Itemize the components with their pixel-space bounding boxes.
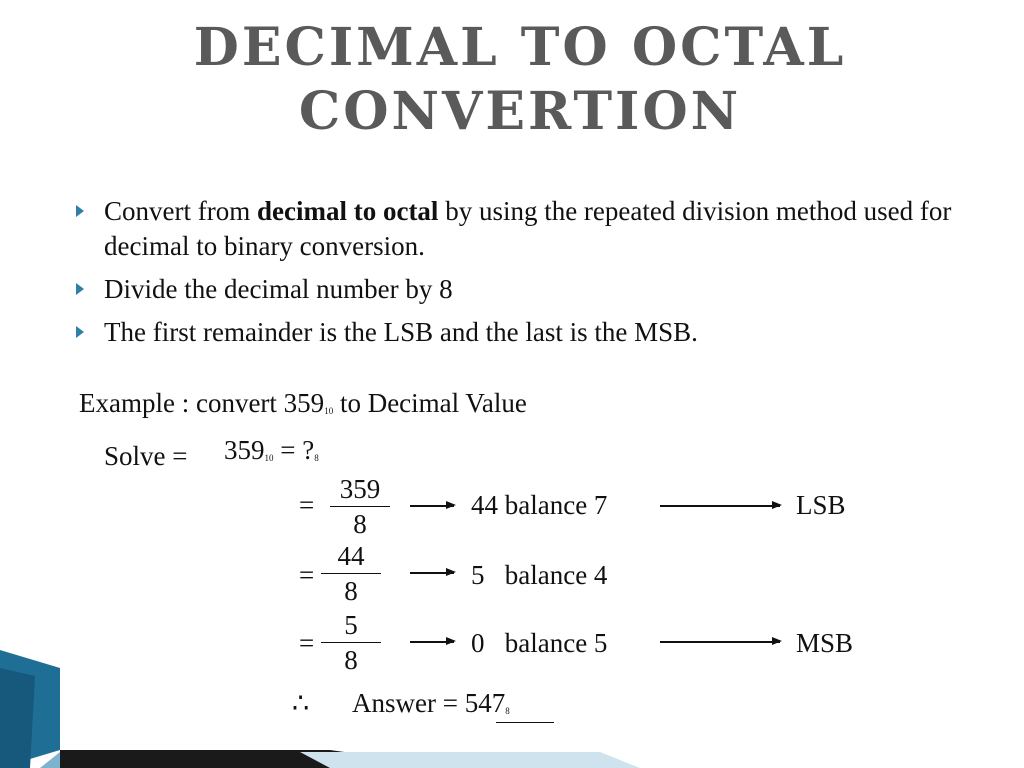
swoosh-dark-block <box>0 668 35 768</box>
step-tag-msb: MSB <box>796 628 854 658</box>
fraction-numerator: 359 <box>330 476 390 507</box>
bullet-item: The first remainder is the LSB and the last is the MSB. <box>72 315 972 350</box>
step-result: 0 balance 5 <box>471 628 608 658</box>
therefore-icon: ∴ <box>292 688 310 718</box>
step-equals: = <box>299 560 315 590</box>
step-result: 5 balance 4 <box>471 560 608 590</box>
slide-title-line-2: CONVERTION <box>298 81 742 142</box>
example-base-subscript: 10 <box>324 406 334 416</box>
step-tag-lsb: LSB <box>796 490 846 520</box>
example-line: Example : convert 35910 to Decimal Value <box>79 388 527 418</box>
solve-expression: 35910 = ?8 <box>224 435 319 465</box>
bullet-item: Divide the decimal number by 8 <box>72 272 972 307</box>
bullet-bold-text: decimal to octal <box>256 196 439 226</box>
step-result: 44 balance 7 <box>471 490 608 520</box>
fraction-numerator: 44 <box>321 543 381 574</box>
swoosh-light-band <box>300 752 640 768</box>
slide-title-line-1: DECIMAL TO OCTAL <box>193 17 847 78</box>
fraction-numerator: 5 <box>321 612 381 643</box>
solve-label: Solve = <box>104 441 188 471</box>
answer-value: 547 <box>464 688 506 718</box>
fraction-denominator: 8 <box>353 509 367 539</box>
bullet-item: Convert from decimal to octal by using the repeated division method used for decimal to binary conversion. <box>72 194 972 264</box>
fraction-denominator: 8 <box>344 645 358 675</box>
step-equals: = <box>299 490 315 520</box>
answer-line: Answer = 5478 <box>352 688 510 718</box>
fraction-denominator: 8 <box>344 576 358 606</box>
step-equals: = <box>299 628 315 658</box>
